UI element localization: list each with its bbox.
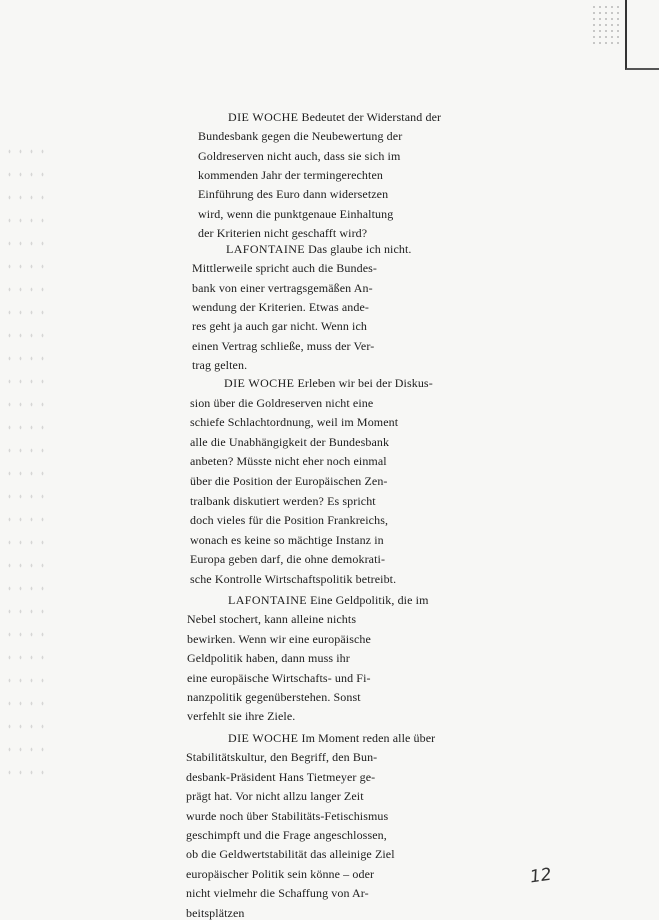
line-text: bewirken. Wenn wir eine europäische xyxy=(187,631,371,646)
text-line xyxy=(192,281,373,295)
line-text: Eine Geldpolitik, die im xyxy=(307,593,429,607)
line-text: der Kriterien nicht geschafft wird? xyxy=(198,225,368,240)
line-text: wendung der Kriterien. Etwas ande- xyxy=(192,299,370,314)
text-line xyxy=(224,376,433,390)
text-line xyxy=(190,513,388,527)
text-line xyxy=(186,809,388,823)
text-line xyxy=(192,358,247,372)
text-line xyxy=(192,261,377,275)
text-line xyxy=(198,187,388,201)
line-text: desbank-Präsident Hans Tietmeyer ge- xyxy=(186,769,376,784)
text-line xyxy=(190,572,396,586)
text-line xyxy=(187,690,361,704)
line-text: bank von einer vertragsgemäßen An- xyxy=(192,280,373,295)
line-text: res geht ja auch gar nicht. Wenn ich xyxy=(192,319,368,334)
line-text: geschimpft und die Frage angeschlossen, xyxy=(186,828,387,842)
text-line xyxy=(190,552,385,566)
line-text: beitsplätzen xyxy=(186,905,245,920)
line-text: verfehlt sie ihre Ziele. xyxy=(187,709,296,724)
text-line xyxy=(187,612,356,626)
page-number: 12 xyxy=(528,864,553,888)
scan-noise-left xyxy=(4,140,44,780)
line-text: prägt hat. Vor nicht allzu langer Zeit xyxy=(186,789,364,804)
line-text: Geldpolitik haben, dann muss ihr xyxy=(187,651,350,666)
text-line xyxy=(186,906,245,920)
speaker-name: LAFONTAINE xyxy=(226,242,306,256)
line-text: Das glaube ich nicht. xyxy=(305,242,412,256)
text-line xyxy=(198,168,383,182)
text-line xyxy=(198,207,393,221)
speaker-name: DIE WOCHE xyxy=(224,376,295,390)
line-text: Mittlerweile spricht auch die Bundes- xyxy=(192,261,377,276)
scan-noise xyxy=(591,4,621,44)
line-text: trag gelten. xyxy=(192,357,248,372)
text-line xyxy=(226,242,412,256)
text-line xyxy=(190,533,384,547)
line-text: sche Kontrolle Wirtschaftspolitik betreibt. xyxy=(190,572,397,586)
text-line xyxy=(190,435,389,449)
text-line xyxy=(192,300,369,314)
line-text: schiefe Schlachtordnung, weil im Moment xyxy=(190,415,399,430)
text-line xyxy=(187,671,371,685)
line-text: nanzpolitik gegenüberstehen. Sonst xyxy=(187,690,361,704)
speaker-name: LAFONTAINE xyxy=(228,593,308,607)
line-text: Europa geben darf, die ohne demokrati- xyxy=(190,552,386,567)
text-line xyxy=(228,731,435,745)
line-text: Bundesbank gegen die Neubewertung der xyxy=(198,129,403,144)
text-line xyxy=(187,651,350,665)
line-text: doch vieles für die Position Frankreichs, xyxy=(190,513,389,528)
line-text: Einführung des Euro dann widersetzen xyxy=(198,187,389,202)
text-line xyxy=(190,494,376,508)
line-text: wonach es keine so mächtige Instanz in xyxy=(190,532,384,547)
text-line xyxy=(186,867,374,881)
text-line xyxy=(190,474,388,488)
line-text: wurde noch über Stabilitäts-Fetischismus xyxy=(186,808,389,823)
text-line xyxy=(192,339,374,353)
line-text: sion über die Goldreserven nicht eine xyxy=(190,395,374,410)
line-text: Stabilitätskultur, den Begriff, den Bun- xyxy=(186,750,378,765)
speaker-name: DIE WOCHE xyxy=(228,731,299,745)
line-text: Bedeutet der Widerstand der xyxy=(298,110,442,124)
line-text: Erleben wir bei der Diskus- xyxy=(294,376,433,390)
speaker-name: DIE WOCHE xyxy=(228,110,299,124)
text-line xyxy=(228,110,441,124)
text-line xyxy=(190,454,387,468)
line-text: über die Position der Europäischen Zen- xyxy=(190,474,388,488)
line-text: nicht vielmehr die Schaffung von Ar- xyxy=(186,886,369,901)
text-line xyxy=(198,226,367,240)
text-line xyxy=(190,396,373,410)
text-line xyxy=(186,828,387,842)
text-line xyxy=(198,149,400,163)
text-line xyxy=(187,632,371,646)
line-text: Nebel stochert, kann alleine nichts xyxy=(187,612,357,627)
text-line xyxy=(186,770,375,784)
line-text: ob die Geldwertstabilität das alleinige Ziel xyxy=(186,847,395,862)
line-text: einen Vertrag schließe, muss der Ver- xyxy=(192,338,375,353)
line-text: wird, wenn die punktgenaue Einhaltung xyxy=(198,206,394,221)
line-text: europäischer Politik sein könne – oder xyxy=(186,866,375,881)
text-line xyxy=(192,319,367,333)
text-line xyxy=(190,415,398,429)
line-text: Im Moment reden alle über xyxy=(298,731,436,745)
line-text: tralbank diskutiert werden? Es spricht xyxy=(190,493,376,508)
text-line xyxy=(187,709,295,723)
text-line xyxy=(228,593,429,607)
line-text: eine europäische Wirtschafts- und Fi- xyxy=(187,670,371,685)
text-line xyxy=(198,129,402,143)
scan-edge-mark xyxy=(625,0,659,70)
text-line xyxy=(186,789,364,803)
line-text: anbeten? Müsste nicht eher noch einmal xyxy=(190,454,387,469)
text-line xyxy=(186,886,369,900)
text-line xyxy=(186,750,377,764)
line-text: alle die Unabhängigkeit der Bundesbank xyxy=(190,434,390,449)
text-line xyxy=(186,847,395,861)
line-text: Goldreserven nicht auch, dass sie sich im xyxy=(198,148,401,163)
line-text: kommenden Jahr der termingerechten xyxy=(198,167,383,182)
